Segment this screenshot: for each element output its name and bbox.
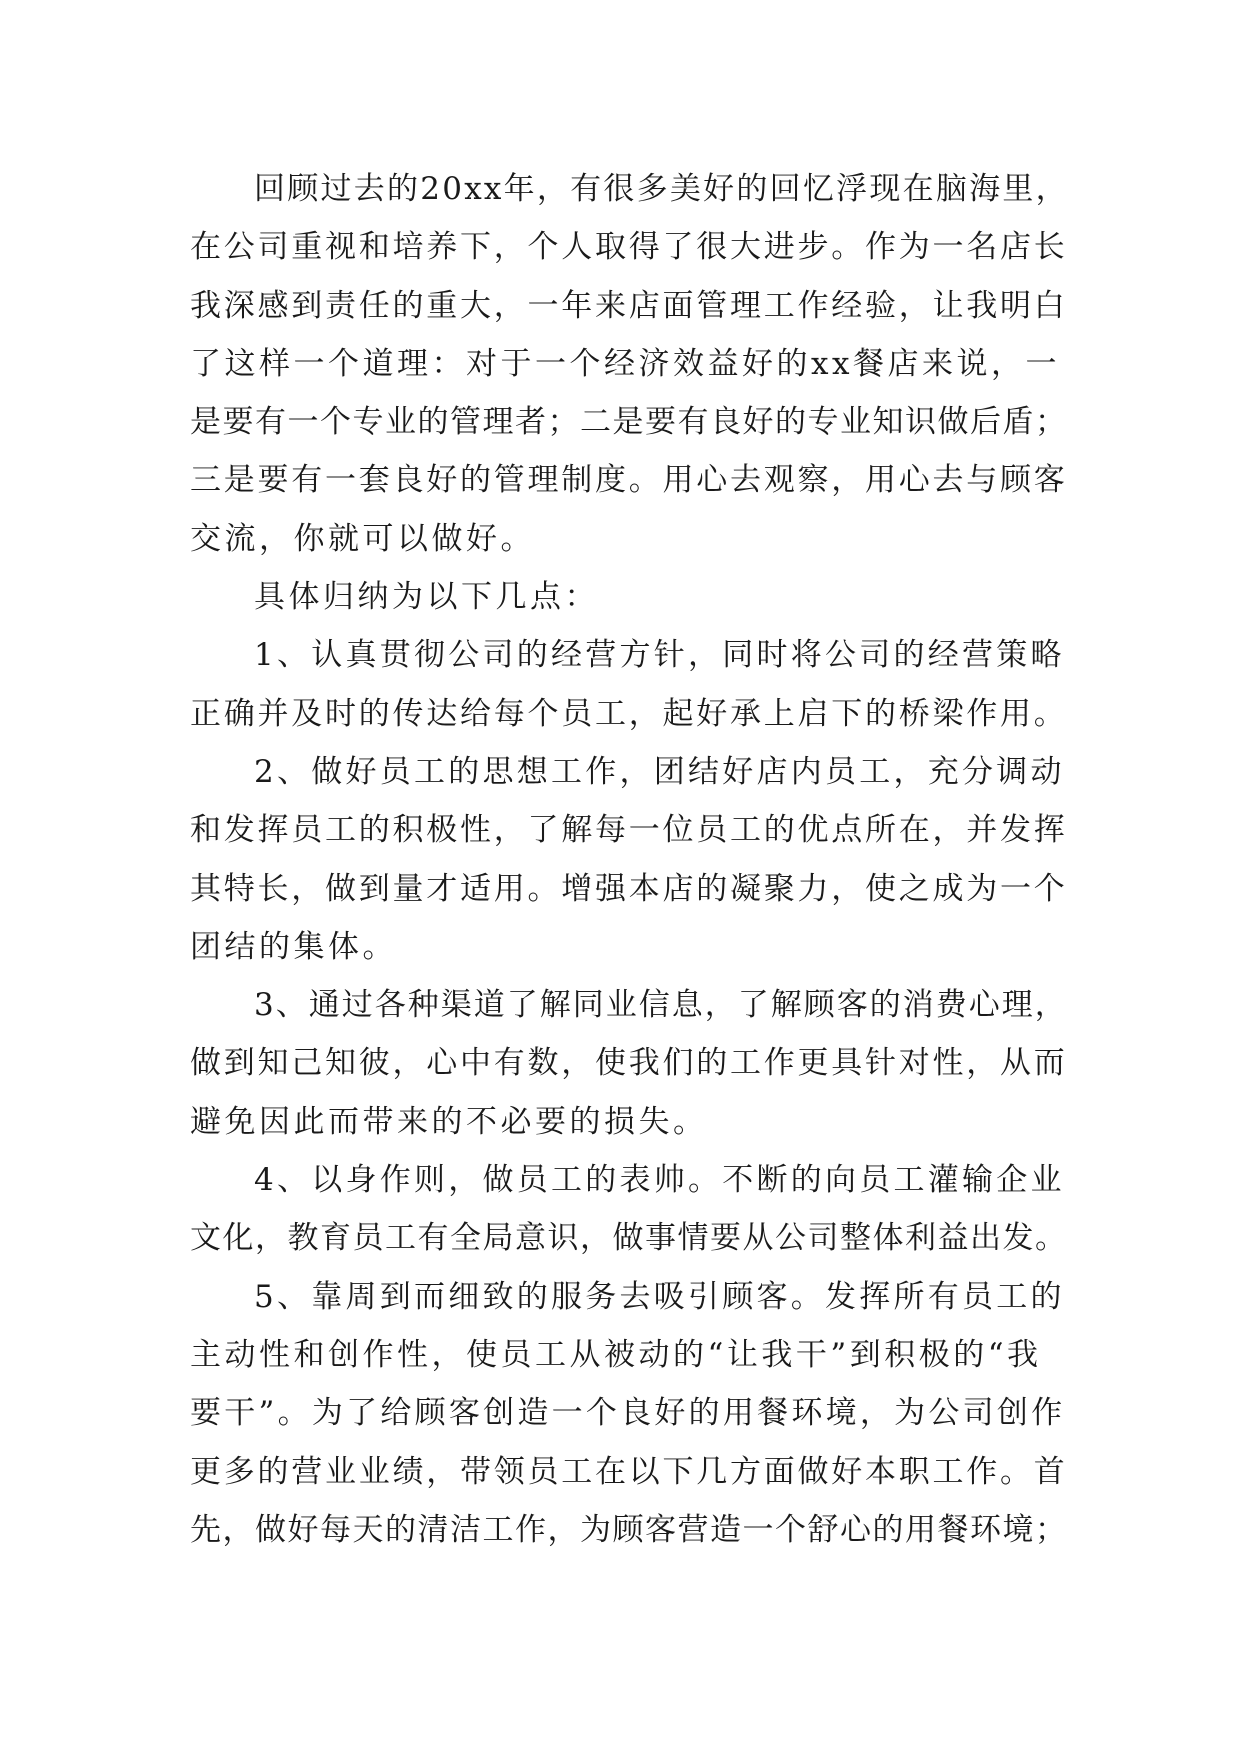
- document-line: 我深感到责任的重大，一年来店面管理工作经验，让我明白: [190, 287, 1068, 324]
- document-line: 正确并及时的传达给每个员工，起好承上启下的桥梁作用。: [190, 695, 1068, 732]
- document-line: 和发挥员工的积极性，了解每一位员工的优点所在，并发挥: [190, 812, 1068, 849]
- document-line: 是要有一个专业的管理者；二是要有良好的专业知识做后盾；: [190, 404, 1068, 441]
- document-line: 在公司重视和培养下，个人取得了很大进步。作为一名店长: [190, 229, 1068, 266]
- document-line: 具体归纳为以下几点：: [254, 579, 599, 616]
- document-line: 文化，教育员工有全局意识，做事情要从公司整体利益出发。: [190, 1220, 1068, 1257]
- document-line: 做到知己知彼，心中有数，使我们的工作更具针对性，从而: [190, 1045, 1068, 1082]
- document-line: 2、做好员工的思想工作，团结好店内员工，充分调动: [254, 753, 1065, 790]
- document-line: 回顾过去的20xx年，有很多美好的回忆浮现在脑海里，: [254, 171, 1069, 207]
- document-line: 了这样一个道理：对于一个经济效益好的xx餐店来说，一: [190, 345, 1060, 382]
- document-line: 5、靠周到而细致的服务去吸引顾客。发挥所有员工的: [254, 1278, 1065, 1315]
- document-body: [190, 160, 1070, 1559]
- document-line: 三是要有一套良好的管理制度。用心去观察，用心去与顾客: [190, 462, 1068, 499]
- document-line: 要干”。为了给顾客创造一个良好的用餐环境，为公司创作: [190, 1395, 1066, 1432]
- document-line: 4、以身作则，做员工的表帅。不断的向员工灌输企业: [254, 1162, 1065, 1199]
- document-line: 其特长，做到量才适用。增强本店的凝聚力，使之成为一个: [190, 870, 1068, 907]
- document-line: 主动性和创作性，使员工从被动的“让我干”到积极的“我: [190, 1336, 1042, 1373]
- document-line: 3、通过各种渠道了解同业信息，了解顾客的消费心理，: [254, 987, 1068, 1024]
- document-line: 避免因此而带来的不必要的损失。: [190, 1103, 708, 1140]
- document-line: 1、认真贯彻公司的经营方针，同时将公司的经营策略: [254, 637, 1065, 674]
- document-line: 更多的营业业绩，带领员工在以下几方面做好本职工作。首: [190, 1453, 1068, 1490]
- document-line: 团结的集体。: [190, 928, 397, 965]
- document-line: 交流，你就可以做好。: [190, 520, 535, 557]
- document-line: 先，做好每天的清洁工作，为顾客营造一个舒心的用餐环境；: [190, 1511, 1068, 1548]
